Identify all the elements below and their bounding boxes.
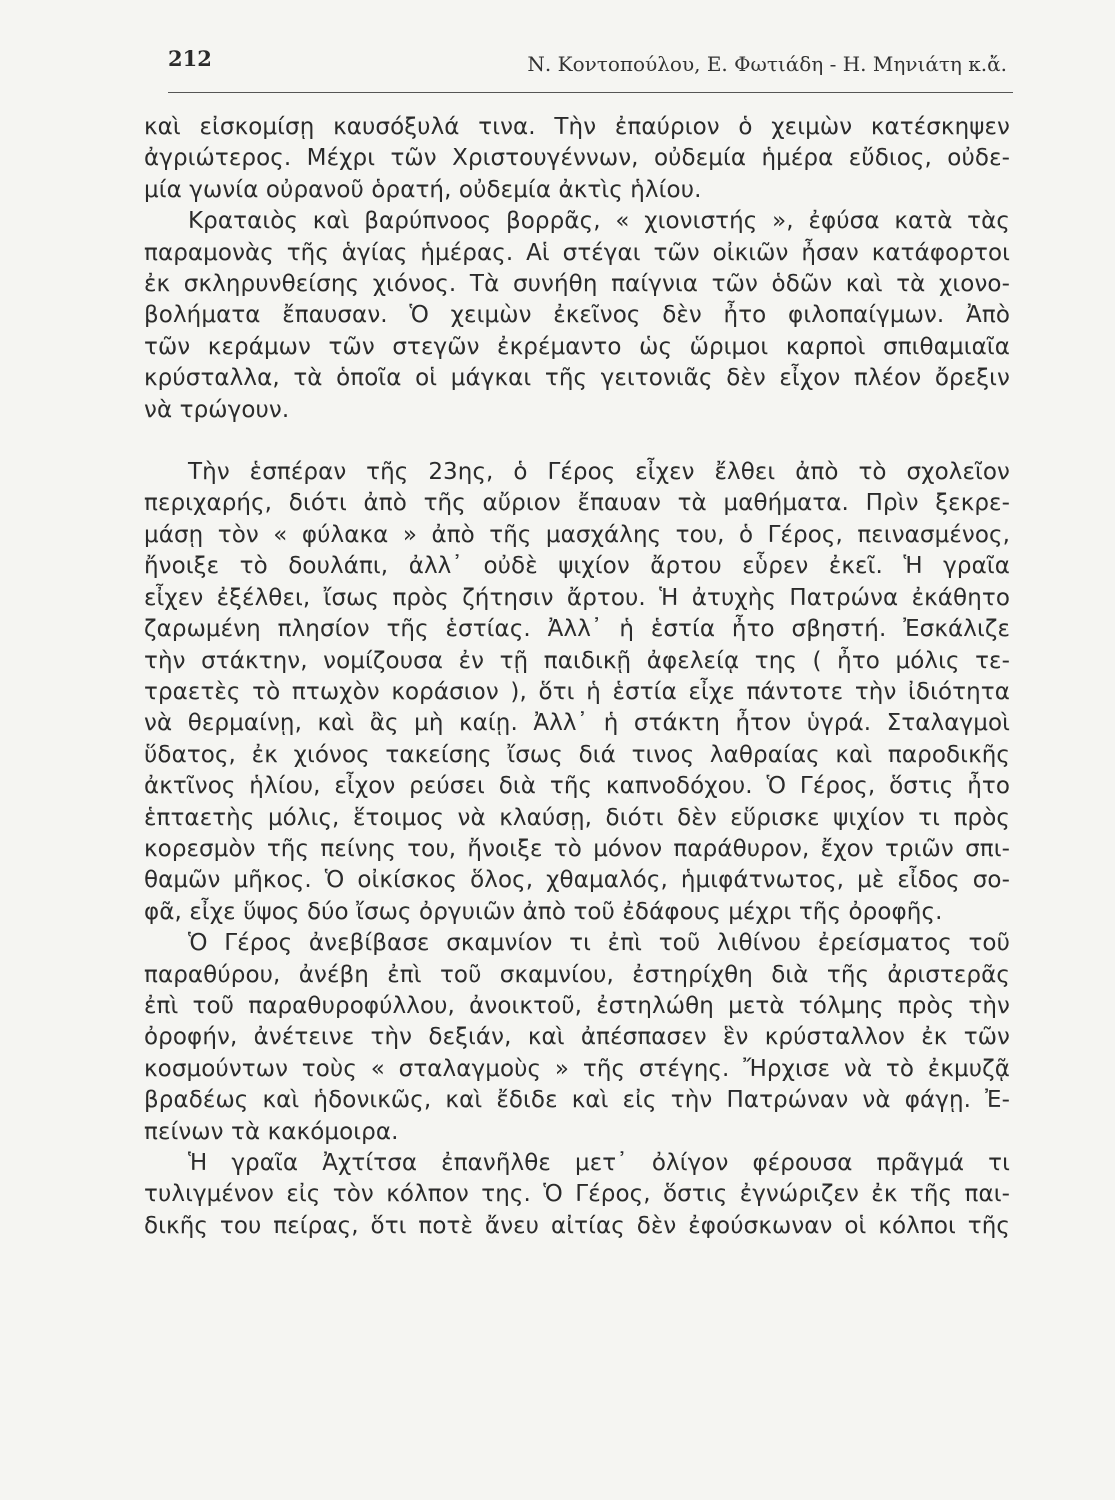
- text-line: ἀγριώτερος. Μέχρι τῶν Χριστουγέννων, οὐδεμία ἡμέρα εὔδιος, οὐδε-: [144, 145, 1010, 172]
- text-line: ὕδατος, ἐκ χιόνος τακείσης ἴσως διά τινος λαθραίας καὶ παροδικῆς: [144, 741, 1010, 768]
- text-line: παραθύρου, ἀνέβη ἐπὶ τοῦ σκαμνίου, ἐστηρίχθη διὰ τῆς ἀριστερᾶς: [144, 961, 1010, 988]
- paragraph-gap: [144, 426, 1010, 457]
- text-line: τὴν στάκτην, νομίζουσα ἐν τῇ παιδικῇ ἀφελείᾳ της ( ἦτο μόλις τε-: [144, 647, 1010, 674]
- text-line: φᾶ, εἶχε ὕψος δύο ἴσως ὀργυιῶν ἀπὸ τοῦ ἐδάφους μέχρι τῆς ὀροφῆς.: [144, 898, 943, 925]
- text-line: ὀροφήν, ἀνέτεινε τὴν δεξιάν, καὶ ἀπέσπασεν ἓν κρύσταλλον ἐκ τῶν: [144, 1024, 1010, 1051]
- text-line: ἐπὶ τοῦ παραθυροφύλλου, ἀνοικτοῦ, ἐστηλώθη μετὰ τόλμης πρὸς τὴν: [144, 992, 1010, 1019]
- text-line: Ὁ Γέρος ἀνεβίβασε σκαμνίον τι ἐπὶ τοῦ λιθίνου ἐρείσματος τοῦ: [188, 930, 1010, 957]
- text-line: νὰ τρώγουν.: [144, 396, 290, 423]
- text-line: πείνων τὰ κακόμοιρα.: [144, 1118, 399, 1145]
- text-line: Κραταιὸς καὶ βαρύπνοος βορρᾶς, « χιονιστής », ἐφύσα κατὰ τὰς: [188, 208, 1010, 235]
- text-line: κοσμούντων τοὺς « σταλαγμοὺς » τῆς στέγης. Ἤρχισε νὰ τὸ ἐκμυζᾷ: [144, 1055, 1010, 1082]
- text-line: εἶχεν ἐξέλθει, ἴσως πρὸς ζήτησιν ἄρτου. Ἡ ἀτυχὴς Πατρώνα ἐκάθητο: [144, 584, 1010, 611]
- text-line: Ἡ γραῖα Ἀχτίτσα ἐπανῆλθε μετ᾿ ὀλίγον φέρουσα πρᾶγμά τι: [188, 1150, 1010, 1176]
- text-line: Τὴν ἑσπέραν τῆς 23ης, ὁ Γέρος εἶχεν ἔλθει ἀπὸ τὸ σχολεῖον: [188, 459, 1010, 486]
- text-line: ἀκτῖνος ἡλίου, εἶχον ρεύσει διὰ τῆς καπνοδόχου. Ὁ Γέρος, ὅστις ἦτο: [144, 773, 1010, 800]
- text-line: τυλιγμένον εἰς τὸν κόλπον της. Ὁ Γέρος, ὅστις ἐγνώριζεν ἐκ τῆς παι-: [144, 1181, 1010, 1208]
- page-header: [168, 42, 1013, 93]
- text-line: μάσῃ τὸν « φύλακα » ἀπὸ τῆς μασχάλης του, ὁ Γέρος, πεινασμένος,: [144, 521, 1010, 548]
- text-line: περιχαρής, διότι ἀπὸ τῆς αὔριον ἔπαυαν τὰ μαθήματα. Πρὶν ξεκρε-: [144, 490, 1010, 517]
- text-line: καὶ εἰσκομίσῃ καυσόξυλά τινα. Τὴν ἐπαύριον ὁ χειμὼν κατέσκηψεν: [144, 114, 1010, 140]
- page-number: 212: [168, 46, 212, 71]
- text-line: τῶν κεράμων τῶν στεγῶν ἐκρέμαντο ὡς ὥριμοι καρποὶ σπιθαμιαῖα: [144, 333, 1010, 360]
- text-line: τραετὲς τὸ πτωχὸν κοράσιον ), ὅτι ἡ ἑστία εἶχε πάντοτε τὴν ἰδιότητα: [144, 678, 1010, 705]
- text-line: ἐκ σκληρυνθείσης χιόνος. Τὰ συνήθη παίγνια τῶν ὁδῶν καὶ τὰ χιονο-: [144, 271, 1010, 298]
- text-line: παραμονὰς τῆς ἁγίας ἡμέρας. Αἱ στέγαι τῶν οἰκιῶν ἦσαν κατάφορτοι: [144, 239, 1010, 266]
- text-line: θαμῶν μῆκος. Ὁ οἰκίσκος ὅλος, χθαμαλός, ἡμιφάτνωτος, μὲ εἶδος σο-: [144, 867, 1010, 894]
- text-line: ἑπταετὴς μόλις, ἕτοιμος νὰ κλαύσῃ, διότι δὲν εὕρισκε ψιχίον τι πρὸς: [144, 804, 1010, 831]
- text-line: βραδέως καὶ ἡδονικῶς, καὶ ἔδιδε καὶ εἰς τὴν Πατρώναν νὰ φάγῃ. Ἐ-: [144, 1087, 1010, 1114]
- text-line: νὰ θερμαίνῃ, καὶ ἂς μὴ καίῃ. Ἀλλ᾿ ἡ στάκτη ἦτον ὑγρά. Σταλαγμοὶ: [144, 710, 1010, 737]
- text-line: δικῆς του πείρας, ὅτι ποτὲ ἄνευ αἰτίας δὲν ἐφούσκωναν οἱ κόλποι τῆς: [144, 1212, 1010, 1239]
- text-line: μία γωνία οὐρανοῦ ὁρατή, οὐδεμία ἀκτὶς ἡλίου.: [144, 176, 702, 203]
- text-line: ζαρωμένη πλησίον τῆς ἑστίας. Ἀλλ᾿ ἡ ἑστία ἦτο σβηστή. Ἐσκάλιζε: [144, 616, 1010, 643]
- text-line: κρύσταλλα, τὰ ὁποῖα οἱ μάγκαι τῆς γειτονιᾶς δὲν εἶχον πλέον ὄρεξιν: [144, 365, 1010, 392]
- text-line: βολήματα ἔπαυσαν. Ὁ χειμὼν ἐκεῖνος δὲν ἦτο φιλοπαίγμων. Ἀπὸ: [144, 302, 1010, 329]
- text-line: κορεσμὸν τῆς πείνης του, ἤνοιξε τὸ μόνον παράθυρον, ἔχον τριῶν σπι-: [144, 835, 1010, 862]
- body-text: [144, 112, 1010, 1242]
- text-line: ἤνοιξε τὸ δουλάπι, ἀλλ᾿ οὐδὲ ψιχίον ἄρτου εὗρεν ἐκεῖ. Ἡ γραῖα: [144, 553, 1010, 580]
- running-head: Ν. Κοντοπούλου, Ε. Φωτιάδη - Η. Μηνιάτη κ.ἄ.: [527, 52, 1007, 76]
